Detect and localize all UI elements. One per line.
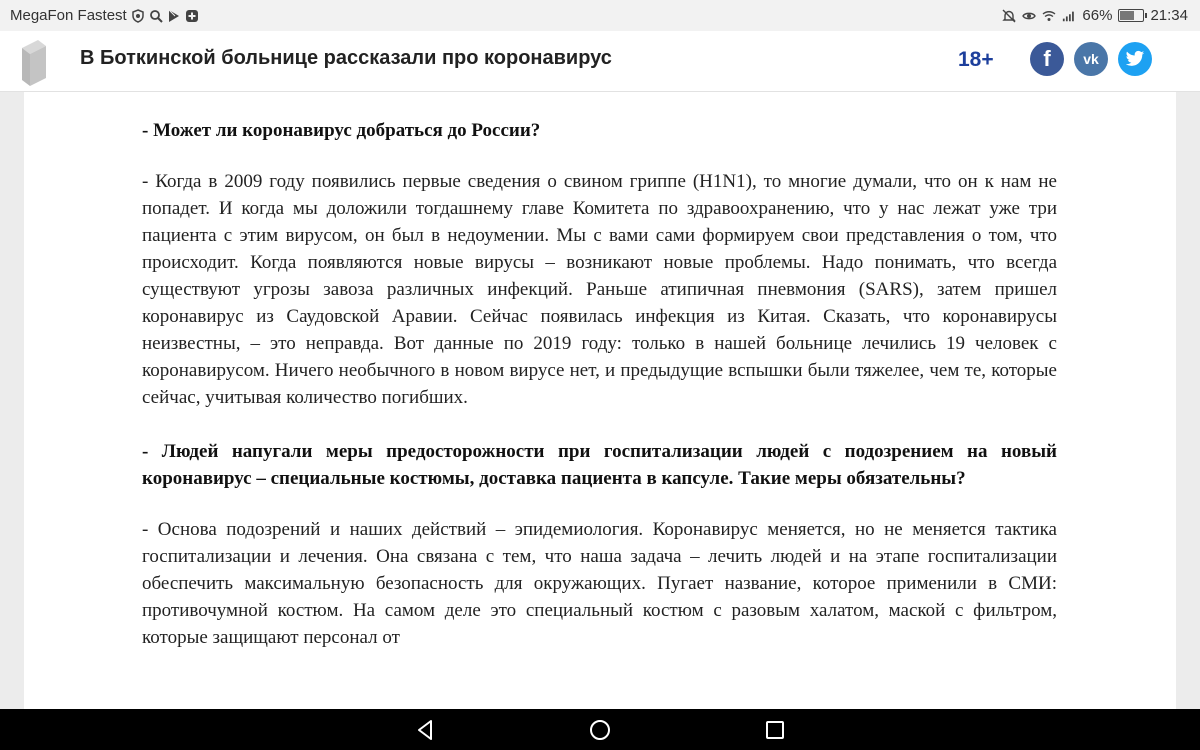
mute-icon <box>1002 9 1016 23</box>
status-bar <box>0 0 1200 31</box>
play-store-icon <box>167 9 181 23</box>
interview-answer: - Когда в 2009 году появились первые сведения о свином гриппе (H1N1), то многие думали, что он к нам не попадет. И когда мы доложили тогдашнему главе Комитета по здравоохранению, что у нас лежат уже три пациента с этим вирусом, он был в недоумении. Мы с вами сами формируем свои представления о том, что происходит. Когда появляются новые вирусы – возникают новые проблемы. Надо понимать, что всегда существуют угрозы завоза различных инфекций. Раньше атипичная пневмония (SARS), затем пришел коронавирус из Саудовской Аравии. Сейчас появилась инфекция из Китая. Сказать, что коронавирусы неизвестны, – это неправда. Вот данные по 2019 году: только в нашей больнице лечились 19 человек с коронавирусом. Ничего необычного в новом вирусе нет, и предыдущие вспышки были тяжелее, чем те, которые сейчас, учитывая количество погибших. <box>142 171 1057 408</box>
twitter-share-button[interactable] <box>1118 42 1152 76</box>
age-rating-badge: 18+ <box>958 48 994 71</box>
search-icon <box>149 9 163 23</box>
shield-icon <box>131 9 145 23</box>
interview-question: - Людей напугали меры предосторожности при госпитализации людей с подозрением на новый коронавирус – специальные костюмы, доставка пациента в капсуле. Такие меры обязательны? <box>142 441 1057 489</box>
recents-icon[interactable] <box>763 718 787 742</box>
facebook-icon: f <box>1043 46 1051 71</box>
article-content <box>142 70 1057 651</box>
back-icon[interactable] <box>414 718 438 742</box>
status-bar-left <box>10 7 199 24</box>
twitter-bird-icon <box>1125 50 1145 68</box>
wifi-icon <box>1042 9 1056 23</box>
page-title: В Боткинской больнице рассказали про коронавирус <box>80 47 612 69</box>
site-logo-icon[interactable] <box>18 40 50 86</box>
vk-share-button[interactable] <box>1074 42 1108 76</box>
battery-percent: 66% <box>1082 7 1113 24</box>
battery-level <box>1120 11 1134 20</box>
status-bar-right <box>1002 7 1188 24</box>
home-icon[interactable] <box>588 718 612 742</box>
facebook-share-button[interactable] <box>1030 42 1064 76</box>
app-plus-icon <box>185 9 199 23</box>
eye-comfort-icon <box>1022 9 1036 23</box>
navigation-bar <box>0 709 1200 750</box>
article-header <box>0 31 1200 92</box>
signal-icon <box>1062 9 1076 23</box>
article-body[interactable] <box>24 70 1176 710</box>
vk-icon: vk <box>1083 51 1099 67</box>
carrier-name: MegaFon Fastest <box>10 7 127 24</box>
interview-answer: - Основа подозрений и наших действий – эпидемиология. Коронавирус меняется, но не меняется тактика госпитализации и лечения. Она связана с тем, что наша задача – лечить людей и на этапе госпитализации обеспечить максимальную безопасность для окружающих. Пугает название, которое применили в СМИ: противочумной костюм. На самом деле это специальный костюм с разовым халатом, маской с фильтром, которые защищают персонал от <box>142 519 1057 648</box>
battery-icon <box>1118 9 1144 22</box>
interview-question: - Может ли коронавирус добраться до России? <box>142 120 541 141</box>
clock: 21:34 <box>1150 7 1188 24</box>
